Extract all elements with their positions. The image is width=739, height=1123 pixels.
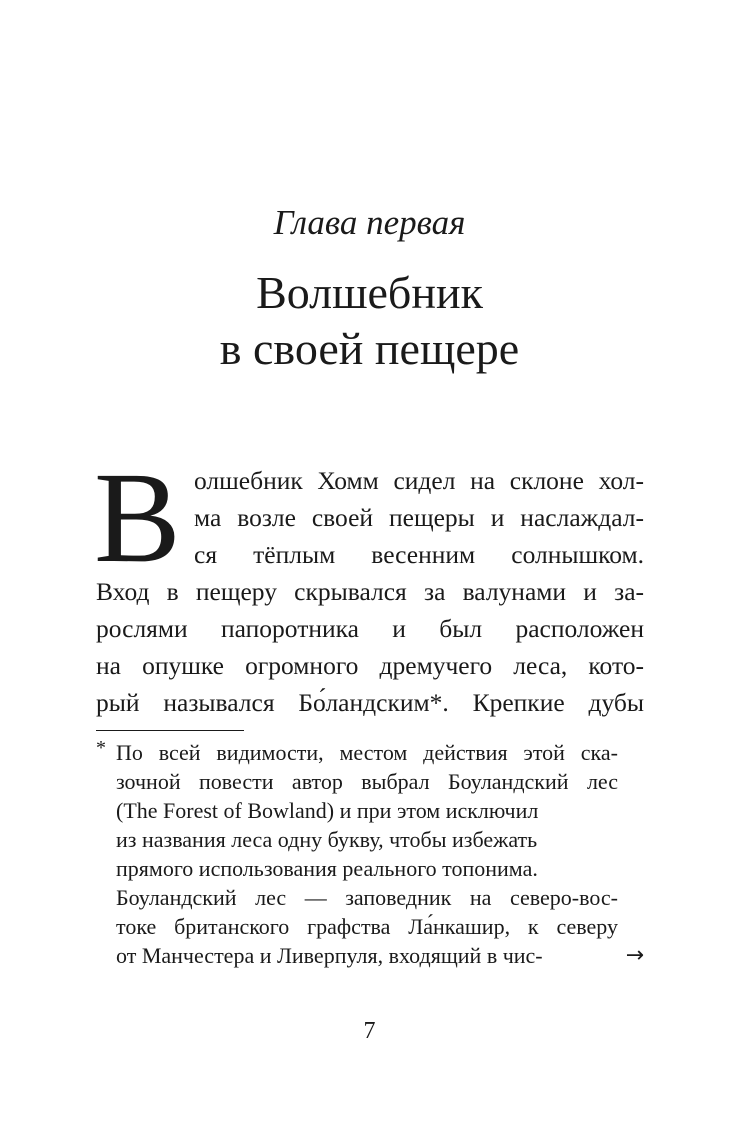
arrow-right-icon: → <box>625 943 644 968</box>
body-line: на опушке огромного дремучего леса, кото- <box>96 651 644 680</box>
footnote-line <box>96 941 644 970</box>
footnote <box>96 738 644 970</box>
body-line: ся тёплым весенним солнышком. <box>194 540 644 569</box>
chapter-title-line: Волшебник <box>256 267 483 318</box>
footnote-line-text: По всей видимости, местом действия этой ска- <box>116 740 618 765</box>
footnote-line: прямого использования реального топонима. <box>116 856 538 881</box>
footnote-line: Боуландский лес — заповедник на северо-вос- <box>116 885 618 910</box>
drop-cap: В <box>94 446 181 590</box>
body-line: рый назывался Бо́ландским*. Крепкие дубы <box>96 688 644 717</box>
body-line: Вход в пещеру скрывался за валунами и за- <box>96 577 644 606</box>
footnote-line: из названия леса одну букву, чтобы избежать <box>116 827 538 852</box>
footnote-line: зочной повести автор выбрал Боуландский лес <box>116 769 618 794</box>
body-line: олшебник Хомм сидел на склоне хол- <box>194 466 644 495</box>
footnote-line-text: от Манчестера и Ливерпуля, входящий в чис- <box>116 943 543 968</box>
footnote-line <box>96 738 618 767</box>
chapter-title-line: в своей пещере <box>219 323 520 374</box>
page-number: 7 <box>363 1018 376 1044</box>
body-line: ма возле своей пещеры и наслаждал- <box>194 503 644 532</box>
chapter-label: Глава первая <box>273 203 466 242</box>
footnote-line: токе британского графства Ла́нкашир, к северу <box>116 914 618 939</box>
body-line: рослями папоротника и был расположен <box>96 614 644 643</box>
footnote-rule <box>96 730 244 731</box>
footnote-marker: * <box>96 737 106 759</box>
body-text <box>94 446 644 721</box>
chapter-title <box>0 265 739 377</box>
footnote-line: (The Forest of Bowland) и при этом исключил <box>116 798 539 823</box>
